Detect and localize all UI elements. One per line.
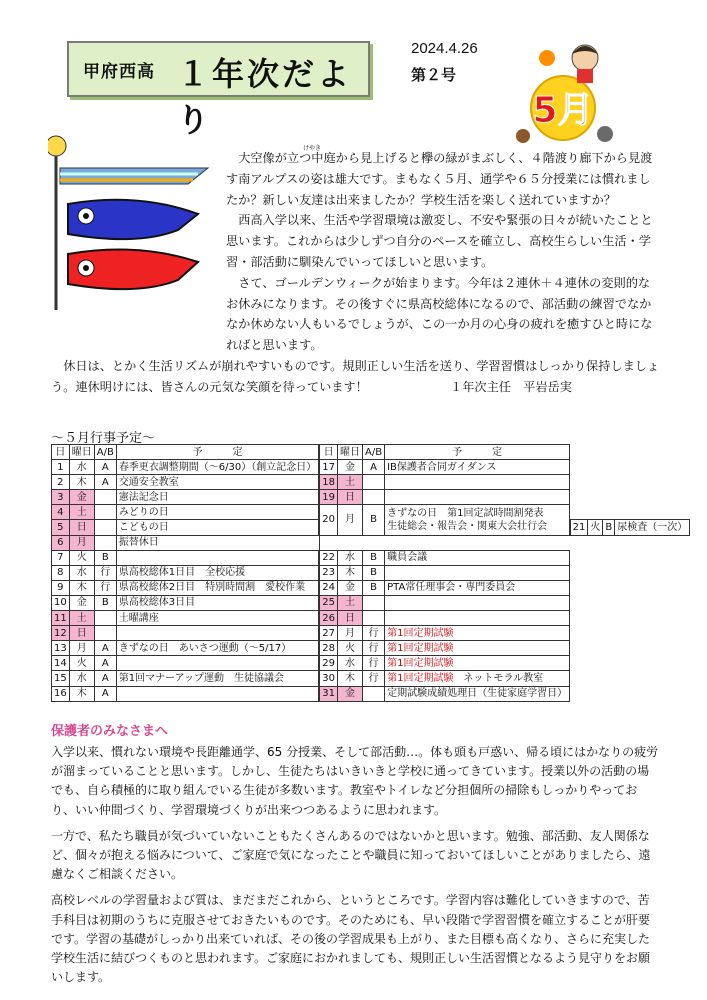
events-row [52,490,690,505]
event-weekday: 土 [338,595,363,610]
event-weekday: 月 [338,626,363,641]
event-day: 5 [52,520,70,535]
event-ab: 行 [363,656,385,671]
event-weekday: 日 [338,490,363,505]
events-row [52,671,690,686]
intro-paragraph-3: さて、ゴールデンウィークが始まります。今年は２連休＋４連休の変則的なお休みになります。その後すぐに県高校総体になるので、部活動の練習でなかなか休めない人もいるでしょうが、この一か月の心身の疲れを癒すひと時になればと思います。 [226,275,653,353]
event-description: 土曜講座 [116,611,319,626]
parents-paragraph-1: 入学以来、慣れない環境や長距離通学、65 分授業、そして部活動…。体も頭も戸惑い、帰る頃にはかなりの疲労が溜まっていることと思います。しかし、生徒たちはいきいきと学校に通ってきています。授業以外の活動の場でも、自ら積極的に取り組んでいる生徒が多数います。教室やトイレなど分担個所の掃除もしっかりやっており、いい仲間づくり、学習環境づくりが出来つつあるように思われます。 [51,745,659,817]
parents-paragraph-3: 高校レベルの学習量および質は、まだまだこれから、というところです。学習内容は難化していきますので、苦手科目は初期のうちに克服させておきたいものです。そのためにも、早い段階で学習習慣を確立することが肝要です。学習の基礎がしっかり出来ていれば、その後の学習成果も上がり、また目標も高くなり、さらに充実した学校生活に結びつくものと思われます。ご家庭におかれましても、規則正しい生活習慣となるよう見守りをお願いします。 [51,893,651,985]
event-weekday: 火 [69,550,94,565]
events-row [52,505,690,520]
event-ab: A [94,671,116,686]
event-description: 第1回定期試験 [385,656,570,671]
event-description [385,475,570,490]
event-description: みどりの日 [116,505,319,520]
events-heading: ～５月行事予定～ [51,431,156,446]
event-day: 24 [319,580,337,595]
event-description [385,595,570,610]
event-ab [363,595,385,610]
event-description [116,656,319,671]
event-description: 第1回定期試験 ネットモラル教室 [385,671,570,686]
intro-message [51,148,661,398]
event-ab: A [94,460,116,475]
event-day: 7 [52,550,70,565]
intro-paragraph-2: 西高入学以来、生活や学習環境は激変し、不安や緊張の日々が続いたことと思います。これからは少しずつ自分のペースを確立し、高校生らしい生活・学習・部活動に馴染んでいってほしいと思います。 [226,213,653,269]
event-day: 9 [52,580,70,595]
event-description: 第1回マナーアップ運動 生徒協議会 [116,671,319,686]
event-weekday: 木 [69,580,94,595]
event-weekday: 金 [69,490,94,505]
events-row [52,656,690,671]
event-weekday: 水 [338,656,363,671]
event-description: 第1回定期試験 [385,641,570,656]
event-ab: A [94,475,116,490]
event-description: 交通安全教室 [116,475,319,490]
event-weekday: 水 [69,671,94,686]
event-ab: 行 [363,626,385,641]
event-ab [94,490,116,505]
may-badge-illustration [505,36,623,144]
intro-paragraph-4-text: 休日は、とかく生活リズムが崩れやすいものです。規則正しい生活を送り、学習習慣はしっかり保持しましょう。連休明けには、皆さんの元気な笑顔を待っています！ [51,358,660,394]
event-ab: B [363,505,385,535]
event-weekday: 土 [69,505,94,520]
event-weekday: 木 [338,671,363,686]
event-ab: 行 [363,671,385,686]
event-weekday: 月 [69,535,94,550]
event-weekday: 日 [338,611,363,626]
newsletter-title-box [67,41,370,139]
event-description: 定期試験成績処理日（生徒家庭学習日） [385,686,570,701]
intro-paragraph-4 [51,356,661,398]
event-ab [94,520,116,535]
event-day: 22 [319,550,337,565]
event-weekday: 金 [338,460,363,475]
event-weekday: 水 [69,565,94,580]
event-ab [94,611,116,626]
event-ab: A [94,656,116,671]
event-ab: 行 [94,580,116,595]
event-ab [94,626,116,641]
signature: １年次主任 平岩岳実 [450,379,572,394]
event-day: 23 [319,565,337,580]
event-day: 26 [319,611,337,626]
events-row [52,475,690,490]
event-ab: B [363,580,385,595]
event-ab: A [94,686,116,701]
event-day: 19 [319,490,337,505]
event-ab [94,535,116,550]
col-plan-header: 予 定 [385,445,570,460]
event-weekday: 金 [338,686,363,701]
events-row [52,686,690,701]
events-row [52,535,690,550]
event-description: 職員会議 [385,550,570,565]
event-description: PTA常任理事会・専門委員会 [385,580,570,595]
event-description: 春季更衣調整期間（～6/30）（創立記念日） [116,460,319,475]
parents-message [51,743,661,994]
events-row [52,626,690,641]
event-weekday: 木 [338,565,363,580]
month-badge-text: 5月 [532,90,594,131]
event-day: 2 [52,475,70,490]
event-description [116,550,319,565]
event-description: 憲法記念日 [116,490,319,505]
event-description: 県高校総体2日目 特別時間割 愛校作業 [116,580,319,595]
image-float-spacer [51,148,226,338]
intro-paragraph-1: 大空像が立つ中庭から見上げると欅の緑がまぶしく、４階渡り廊下から見渡す南アルプスの姿は雄大です。まもなく５月、通学や６５分授業には慣れましたか？新しい友達は出来ましたか？学校生活を楽しく送れていますか？ [226,151,653,207]
col-day-header: 日 [319,445,337,460]
events-row [52,550,690,565]
event-day: 27 [319,626,337,641]
event-day: 16 [52,686,70,701]
event-day: 28 [319,641,337,656]
event-ab: B [603,520,615,535]
event-weekday: 火 [588,520,603,535]
col-day-header: 日 [52,445,70,460]
may-events-table [51,444,690,702]
event-ab [363,686,385,701]
event-description [385,490,570,505]
event-ab [363,475,385,490]
event-weekday: 月 [69,641,94,656]
event-day: 4 [52,505,70,520]
events-row [52,460,690,475]
event-day: 18 [319,475,337,490]
event-day: 13 [52,641,70,656]
events-row [52,611,690,626]
event-description: 振替休日 [116,535,319,550]
events-row [52,580,690,595]
event-weekday: 土 [338,475,363,490]
event-weekday: 火 [69,656,94,671]
furigana: けやき [303,145,322,152]
event-day: 17 [319,460,337,475]
event-description: 第1回定期試験 [385,626,570,641]
event-day: 3 [52,490,70,505]
event-day: 14 [52,656,70,671]
col-weekday-header: 曜日 [338,445,363,460]
event-ab: A [363,460,385,475]
issue-number: 第２号 [411,66,457,84]
parents-paragraph-2: 一方で、私たち職員が気づいていないこともたくさんあるのではないかと思います。勉強、部活動、友人関係など、個々が抱える悩みについて、ご家庭で気になったことや職員に知っておいてほしいことがありましたら、遠慮なくご相談ください。 [51,828,651,882]
event-day: 8 [52,565,70,580]
event-weekday: 金 [69,595,94,610]
event-day: 1 [52,460,70,475]
event-description [116,626,319,641]
event-weekday: 水 [69,460,94,475]
event-ab: B [363,565,385,580]
event-ab [363,490,385,505]
event-weekday: 土 [69,611,94,626]
event-day: 20 [319,505,337,535]
col-ab-header: A/B [94,445,116,460]
event-ab: 行 [94,565,116,580]
school-name: 甲府西高 [83,62,155,82]
event-description [116,686,319,701]
event-description: きずなの日 第1回定試時間割発表 生徒総会・報告会・関東大会壮行会 [385,505,570,535]
col-plan-header: 予 定 [116,445,319,460]
event-description: こどもの日 [116,520,319,535]
event-description [385,611,570,626]
parents-heading: 保護者のみなさまへ [51,724,169,739]
newsletter-title: １年次だより [177,55,353,139]
event-ab [94,505,116,520]
event-description: 尿検査（一次） [615,520,690,535]
event-ab: B [363,550,385,565]
event-day: 12 [52,626,70,641]
event-weekday: 金 [338,580,363,595]
event-day: 30 [319,671,337,686]
issue-date: 2024.4.26 [411,40,478,57]
col-weekday-header: 曜日 [69,445,94,460]
event-ab: 行 [363,641,385,656]
events-row [52,595,690,610]
events-row [52,641,690,656]
event-day: 29 [319,656,337,671]
events-header-row [52,445,690,460]
event-weekday: 月 [338,505,363,535]
event-description [385,565,570,580]
event-weekday: 木 [69,475,94,490]
event-ab: B [94,595,116,610]
event-description: 県高校総体3日目 [116,595,319,610]
event-day: 6 [52,535,70,550]
event-day: 10 [52,595,70,610]
col-ab-header: A/B [363,445,385,460]
event-day: 31 [319,686,337,701]
event-weekday: 水 [338,550,363,565]
event-ab: B [94,550,116,565]
event-weekday: 木 [69,686,94,701]
event-day: 15 [52,671,70,686]
event-day: 21 [570,520,588,535]
event-weekday: 日 [69,626,94,641]
event-description: IB保護者合同ガイダンス [385,460,570,475]
event-description: きずなの日 あいさつ運動（～5/17） [116,641,319,656]
event-weekday: 火 [338,641,363,656]
event-ab: A [94,641,116,656]
event-day: 11 [52,611,70,626]
event-ab [363,611,385,626]
event-day: 25 [319,595,337,610]
event-description: 県高校総体1日目 全校応援 [116,565,319,580]
events-row [52,565,690,580]
event-weekday: 日 [69,520,94,535]
